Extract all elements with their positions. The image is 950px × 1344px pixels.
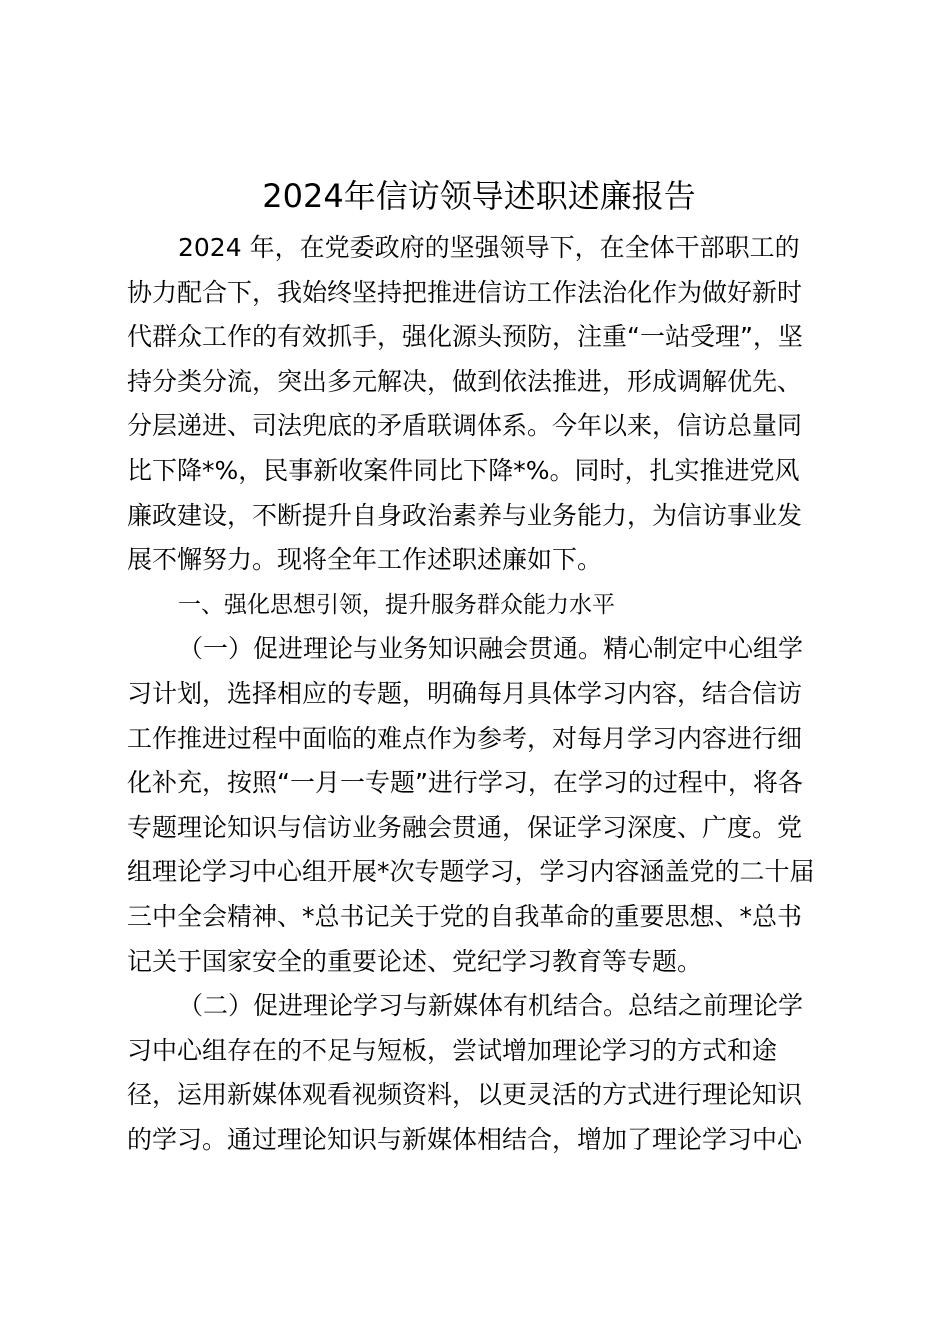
- paragraph-line: 化补充，按照“一月一专题”进行学习，在学习的过程中，将各: [127, 768, 803, 798]
- paragraph-line: 工作推进过程中面临的难点作为参考，对每月学习内容进行细: [127, 723, 803, 753]
- paragraph-line: 持分类分流，突出多元解决，做到依法推进，形成调解优先、: [127, 366, 803, 396]
- paragraph-line: 2024 年，在党委政府的坚强领导下，在全体干部职工的: [178, 233, 800, 262]
- paragraph-line: 组理论学习中心组开展*次专题学习，学习内容涵盖党的二十届: [127, 857, 815, 887]
- paragraph-line: 展不懈努力。现将全年工作述职述廉如下。: [127, 545, 603, 575]
- paragraph-line: 分层递进、司法兜底的矛盾联调体系。今年以来，信访总量同: [127, 411, 803, 441]
- paragraph-line: 廉政建设，不断提升自身政治素养与业务能力，为信访事业发: [127, 500, 803, 530]
- paragraph-line: （二）促进理论学习与新媒体有机结合。总结之前理论学: [178, 991, 804, 1021]
- paragraph-line: 的学习。通过理论知识与新媒体相结合，增加了理论学习中心: [127, 1124, 803, 1154]
- paragraph-line: 记关于国家安全的重要论述、党纪学习教育等专题。: [127, 946, 703, 976]
- paragraph-line: （一）促进理论与业务知识融会贯通。精心制定中心组学: [178, 634, 804, 664]
- paragraph-line: 协力配合下，我始终坚持把推进信访工作法治化作为做好新时: [127, 277, 803, 307]
- paragraph-line: 径，运用新媒体观看视频资料，以更灵活的方式进行理论知识: [127, 1080, 803, 1110]
- document-body: [127, 226, 831, 1162]
- paragraph-line: 三中全会精神、*总书记关于党的自我革命的重要思想、*总书: [127, 901, 803, 931]
- paragraph-line: 专题理论知识与信访业务融会贯通，保证学习深度、广度。党: [127, 812, 803, 842]
- document-title: 2024年信访领导述职述廉报告: [262, 177, 696, 215]
- paragraph-line: 习中心组存在的不足与短板，尝试增加理论学习的方式和途: [127, 1035, 778, 1065]
- paragraph-line: 代群众工作的有效抓手，强化源头预防，注重“一站受理”，坚: [127, 322, 803, 352]
- section-heading: 一、强化思想引领，提升服务群众能力水平: [178, 591, 615, 618]
- paragraph-line: 习计划，选择相应的专题，明确每月具体学习内容，结合信访: [127, 678, 803, 708]
- paragraph-line: 比下降*%，民事新收案件同比下降*%。同时，扎实推进党风: [127, 455, 800, 485]
